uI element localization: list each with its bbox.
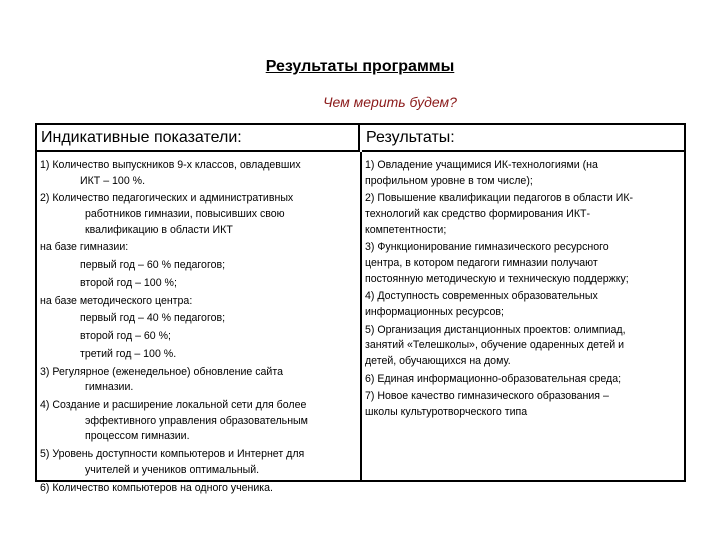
text-line: 2) Количество педагогических и административных	[40, 192, 294, 205]
indicator-item	[37, 398, 360, 445]
text-line: 4) Создание и расширение локальной сети для более	[40, 399, 307, 412]
text-line: на базе методического центра:	[40, 294, 193, 307]
indicator-item	[37, 158, 360, 189]
text-line: профильном уровне в том числе);	[365, 174, 533, 187]
text-line: первый год – 40 % педагогов;	[80, 312, 226, 325]
text-line: 1) Овладение учащимися ИК-технологиями (на	[365, 159, 598, 171]
indicator-item	[37, 481, 360, 497]
text-line: постоянную методическую и техническую поддержку;	[365, 272, 629, 285]
text-line: детей, обучающихся на дому.	[365, 354, 511, 367]
subtitle: Чем мерить будем?	[323, 94, 457, 110]
header-indicators: Индикативные показатели:	[37, 125, 360, 152]
header-results: Результаты:	[362, 125, 684, 152]
text-line: 7) Новое качество гимназического образования –	[365, 390, 609, 403]
page-title	[0, 58, 720, 76]
result-item	[362, 240, 684, 287]
text-line: квалификацию в области ИКТ	[85, 223, 233, 236]
text-line: информационных ресурсов;	[365, 305, 504, 318]
text-line: 3) Регулярное (еженедельное) обновление сайта	[40, 365, 283, 378]
indicator-item	[37, 240, 360, 256]
text-line: ИКТ – 100 %.	[80, 174, 146, 187]
text-line: первый год – 60 % педагогов;	[80, 259, 226, 272]
text-line: 2) Повышение квалификации педагогов в области ИК-	[365, 192, 634, 205]
text-line: процессом гимназии.	[85, 430, 190, 443]
text-line: учителей и учеников оптимальный.	[85, 463, 260, 476]
indicators-column	[37, 152, 362, 494]
result-item	[362, 191, 684, 238]
text-line: технологий как средство формирования ИКТ-	[365, 207, 591, 220]
text-line: 1) Количество выпускников 9-х классов, овладевших	[40, 159, 301, 171]
indicator-item	[37, 191, 360, 238]
indicator-item	[37, 447, 360, 478]
indicator-item	[37, 347, 360, 363]
result-item	[362, 372, 684, 388]
text-line: на базе гимназии:	[40, 241, 129, 254]
text-line: центра, в котором педагоги гимназии получают	[365, 256, 598, 269]
text-line: 5) Организация дистанционных проектов: олимпиад,	[365, 323, 626, 336]
text-line: второй год – 60 %;	[80, 330, 172, 343]
results-column	[362, 152, 684, 480]
text-line: эффективного управления образовательным	[85, 414, 308, 427]
text-line: 4) Доступность современных образовательных	[365, 290, 598, 303]
text-line: 3) Функционирование гимназического ресурсного	[365, 241, 609, 254]
text-line: второй год – 100 %;	[80, 276, 177, 289]
text-line: 6) Количество компьютеров на одного ученика.	[40, 481, 273, 494]
indicator-item	[37, 276, 360, 292]
text-line: работников гимназии, повысивших свою	[85, 207, 285, 220]
text-line: 5) Уровень доступности компьютеров и Интернет для	[40, 448, 305, 461]
result-item	[362, 158, 684, 189]
indicator-item	[37, 329, 360, 345]
indicator-item	[37, 294, 360, 310]
text-line: третий год – 100 %.	[80, 348, 177, 361]
indicator-item	[37, 365, 360, 396]
text-line: школы культуротворческого типа	[365, 406, 528, 419]
results-table	[35, 123, 686, 494]
result-item	[362, 289, 684, 320]
text-line: гимназии.	[85, 381, 134, 394]
text-line: занятий «Телешколы», обучение одаренных детей и	[365, 339, 625, 352]
indicator-item	[37, 311, 360, 327]
text-line: 6) Единая информационно-образовательная среда;	[365, 372, 622, 385]
result-item	[362, 323, 684, 370]
text-line: компетентности;	[365, 223, 447, 236]
indicator-item	[37, 258, 360, 274]
title-text: Результаты программы	[265, 58, 455, 75]
result-item	[362, 389, 684, 420]
